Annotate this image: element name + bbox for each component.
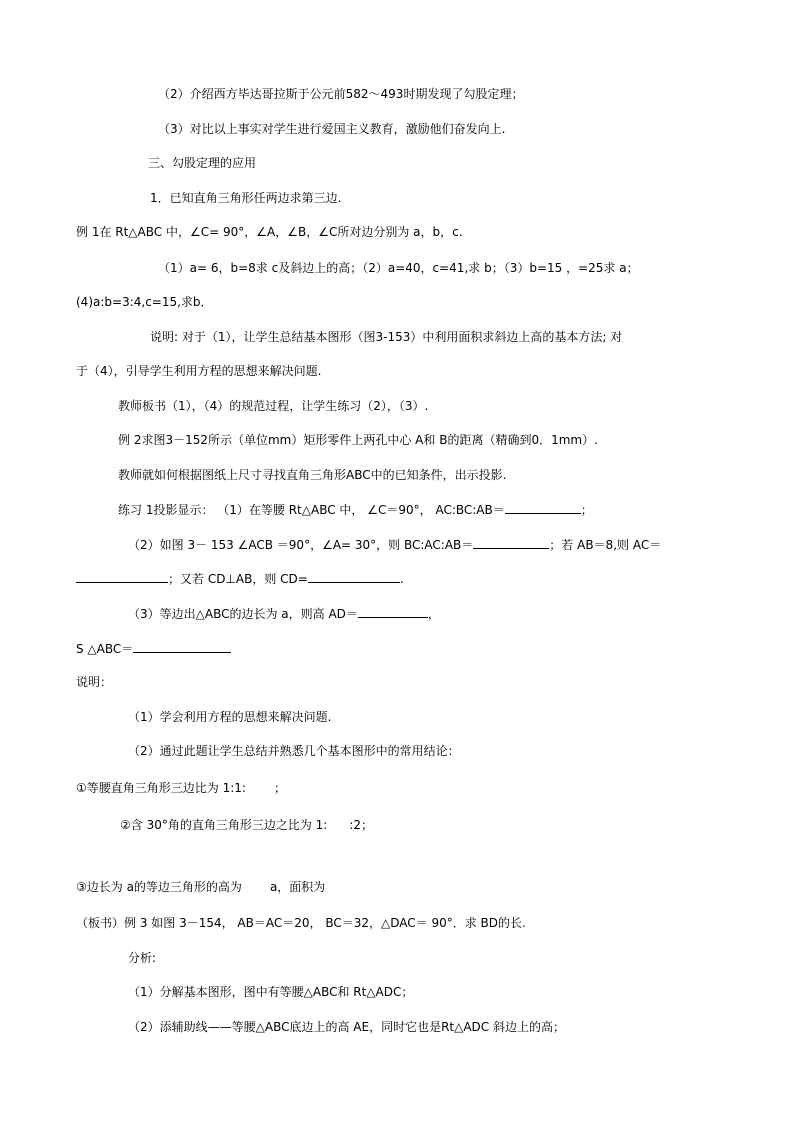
exercise-1-text: 练习 1投影显示： （1）在等腰 Rt△ABC 中， ∠C＝90°， AC:BC:AB＝ [118, 503, 505, 517]
exercise-2-text-b: ；若 AB＝8,则 AC＝ [549, 538, 662, 552]
answer-blank-2 [473, 536, 549, 549]
example-3-line: （板书）例 3 如图 3－154， AB＝AC＝20， BC＝32，△DAC＝ 90°．求 BD的长. [76, 916, 526, 930]
note-heading: 说明： [76, 675, 113, 689]
analysis-heading: 分析: [128, 951, 157, 965]
exercise-3-line [128, 605, 440, 621]
text-line-9: 于（4），引导学生利用方程的思想来解决问题. [76, 364, 322, 378]
exercise-2-text: （2）如图 3－ 153 ∠ACB ＝90°，∠A= 30°，则 BC:AC:AB＝ [128, 538, 474, 552]
conclusion-2-line [120, 817, 373, 833]
text-line-27: （2）添辅助线——等腰△ABC底边上的高 AE，同时它也是Rt△ADC 斜边上的高； [128, 1020, 565, 1034]
conclusion-2-end: :2； [349, 818, 374, 832]
exercise-3-end: ， [427, 607, 440, 621]
text-line-26: （1）分解基本图形，图中有等腰△ABC和 Rt△ADC； [128, 985, 414, 999]
exercise-2-line [128, 536, 661, 552]
text-line-15 [76, 570, 404, 586]
text-line-6: （1）a= 6，b=8求 c及斜边上的高；（2）a=40，c=41,求 b；（3）b=15 ，=25求 a； [158, 261, 639, 275]
answer-blank-6 [133, 640, 231, 653]
exercise-1-end: ； [580, 503, 593, 517]
conclusion-1-end: ； [273, 781, 286, 795]
exercise-3-text: （3）等边出△ABC的边长为 a，则高 AD＝ [128, 607, 358, 621]
example-2-line: 例 2求图3－152所示（单位mm）矩形零件上两孔中心 A和 B的距离（精确到0．1mm）. [118, 433, 598, 447]
answer-blank-4 [308, 570, 400, 583]
text-line-10: 教师板书（1），（4）的规范过程，让学生练习（2），（3）. [118, 399, 429, 413]
answer-blank-3 [76, 570, 168, 583]
example-1-line: 例 1在 Rt△ABC 中，∠C= 90°，∠A，∠B，∠C所对边分别为 a，b，c. [76, 225, 463, 239]
section-heading-3: 三、勾股定理的应用 [148, 156, 257, 170]
answer-blank-1 [505, 501, 581, 514]
text-line-19: （1）学会利用方程的思想来解决问题. [128, 710, 332, 724]
text-line-2: （3）对比以上事实对学生进行爱国主义教育，激励他们奋发向上. [158, 122, 506, 136]
text-line-7: (4)a:b=3:4,c=15,求b． [76, 295, 213, 309]
text-line-4: 1．已知直角三角形任两边求第三边. [150, 191, 342, 205]
text-line-20: （2）通过此题让学生总结并熟悉几个基本图形中的常用结论： [128, 744, 460, 758]
area-line [76, 640, 231, 656]
conclusion-3-text: ③边长为 a的等边三角形的高为 [76, 880, 242, 894]
area-text: S △ABC＝ [76, 642, 134, 656]
exercise-1-line [118, 501, 593, 517]
conclusion-1-text: ①等腰直角三角形三边比为 1:1: [76, 781, 246, 795]
text-line-12: 教师就如何根据图纸上尺寸寻找直角三角形ABC中的已知条件，出示投影. [118, 468, 507, 482]
conclusion-3-end: a，面积为 [269, 880, 326, 894]
answer-blank-5 [358, 605, 428, 618]
conclusion-3-line [76, 879, 325, 895]
conclusion-2-text: ②含 30°角的直角三角形三边之比为 1: [120, 818, 328, 832]
text-line-15b: . [399, 572, 404, 586]
text-line-15a: ；又若 CD⊥AB，则 CD= [168, 572, 308, 586]
text-line-1: （2）介绍西方毕达哥拉斯于公元前582～493时期发现了勾股定理； [158, 87, 524, 101]
text-line-8: 说明: 对于（1），让学生总结基本图形（图3-153）中利用面积求斜边上高的基本方法; 对 [150, 330, 623, 344]
conclusion-1-line [76, 780, 286, 796]
